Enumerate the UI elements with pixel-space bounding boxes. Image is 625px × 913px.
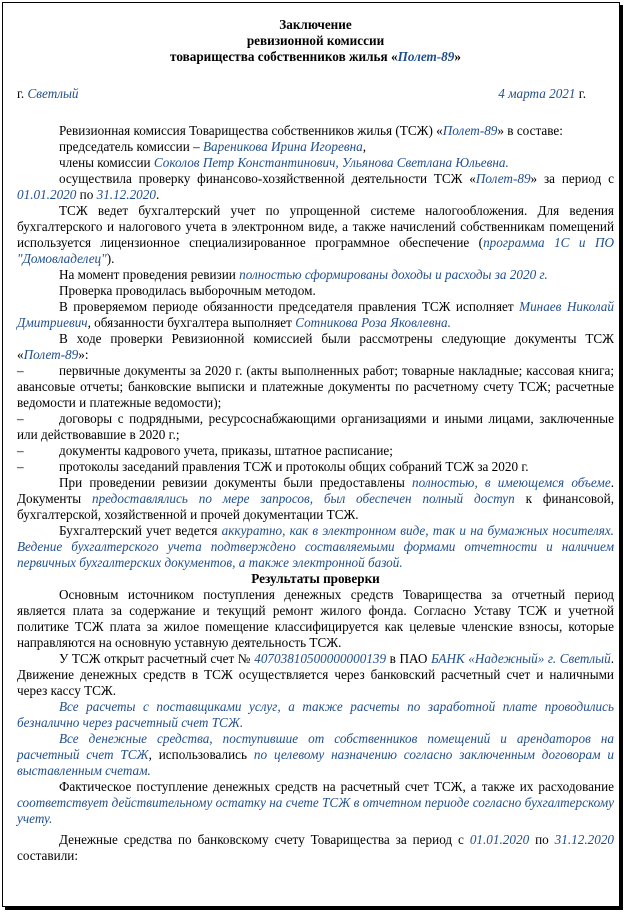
documents-paragraph: В ходе проверки Ревизионной комиссией были рассмотрены следующие документы ТСЖ «Полет-89»:	[17, 331, 614, 362]
bookkeeping-paragraph: Бухгалтерский учет ведется аккуратно, как в электронном виде, так и на бумажных носителях. Ведение бухгалтерского учета подтверждено составляемыми формами отчетности и наличием первичных бухгалтерских документов, а также электронной базой.	[17, 523, 614, 570]
title-line-1: Заключение	[279, 17, 352, 32]
document-date: 4 марта 2021 г.	[498, 86, 586, 101]
document-body	[17, 17, 614, 864]
settlements-paragraph: Все расчеты с поставщиками услуг, а также расчеты по заработной плате проводились безналично через расчетный счет ТСЖ.	[17, 699, 614, 730]
commission-members: члены комиссии Соколов Петр Константинович, Ульянова Светлана Юльевна.	[59, 155, 509, 170]
audit-period: осуществила проверку финансово-хозяйственной деятельности ТСЖ «Полет-89» за период с 01.01.2020 по 31.12.2020.	[17, 171, 614, 202]
method-paragraph: Проверка проводилась выборочным методом.	[59, 283, 316, 298]
list-item: – протоколы заседаний правления ТСЖ и протоколы общих собраний ТСЖ за 2020 г.	[17, 459, 529, 474]
officers-paragraph: В проверяемом периоде обязанности председателя правления ТСЖ исполняет Минаев Николай Дмитриевич, обязанности бухгалтера выполняет Сотникова Роза Яковлевна.	[17, 299, 614, 330]
provision-paragraph: При проведении ревизии документы были предоставлены полностью, в имеющемся объеме. Документы предоставлялись по мере запросов, был обеспечен полный доступ к финансовой, бухгалтерской, хозяйственной и прочей документации ТСЖ.	[17, 475, 614, 522]
totals-paragraph: Денежные средства по банковскому счету Товарищества за период с 01.01.2020 по 31.12.2020 составили:	[17, 832, 614, 863]
balance-paragraph: Фактическое поступление денежных средств на расчетный счет ТСЖ, а также их расходование соответствует действительному остатку на счете ТСЖ в отчетном периоде согласно бухгалтерскому учету.	[17, 779, 614, 826]
title-line-3: товарищества собственников жилья «Полет-89»	[170, 49, 461, 64]
hoa-name: Полет-89	[397, 49, 455, 64]
intro-paragraph: Ревизионная комиссия Товарищества собственников жилья (ТСЖ) «Полет-89» в составе:	[59, 123, 563, 138]
list-item: – первичные документы за 2020 г. (акты выполненных работ; товарные накладные; кассовая книга; авансовые отчеты; банковские выписки и платежные документы по расчетному счету ТСЖ; расчетные ведомости и платежные ведомости);	[17, 363, 614, 410]
commission-chair: председатель комиссии – Вареникова Ирина Игоревна,	[59, 139, 366, 154]
list-item: – договоры с подрядными, ресурсоснабжающими организациями и иными лицами, заключенные или действовавшие в 2020 г.;	[17, 411, 614, 442]
city: г. Светлый	[17, 86, 79, 101]
list-item: – документы кадрового учета, приказы, штатное расписание;	[17, 443, 393, 458]
bank-name: БАНК «Надежный» г. Светлый	[430, 651, 611, 666]
bank-account-paragraph: У ТСЖ открыт расчетный счет № 40703810500000000139 в ПАО БАНК «Надежный» г. Светлый. Движение денежных средств в ТСЖ осуществляется через банковский расчетный счет и наличными через кассу ТСЖ.	[17, 651, 615, 698]
revenue-paragraph: На момент проведения ревизии полностью сформированы доходы и расходы за 2020 г.	[59, 267, 548, 282]
title-line-2: ревизионной комиссии	[246, 33, 385, 48]
results-heading: Результаты проверки	[251, 571, 380, 586]
place-date-row	[17, 86, 614, 102]
income-source-paragraph: Основным источником поступления денежных средств Товарищества за отчетный период является плата за содержание и текущий ремонт жилого фонда. Согласно Уставу ТСЖ и учетной политике ТСЖ плата за жилое помещение классифицируется как целевые членские взносы, которые направляются на основную уставную деятельность ТСЖ.	[17, 587, 614, 650]
funds-usage-paragraph: Все денежные средства, поступившие от собственников помещений и арендаторов на расчетный счет ТСЖ, использовались по целевому назначению согласно заключенным договорам и выставленным счетам.	[17, 731, 614, 778]
document-page	[2, 2, 620, 907]
account-number: 40703810500000000139	[254, 651, 387, 666]
accounting-paragraph: ТСЖ ведет бухгалтерский учет по упрощенной системе налогообложения. Для ведения бухгалтерского и налогового учета в электронном виде, а также начислений собственникам помещений используется лицензионное специализированное программное обеспечение (программа 1С и ПО "Домовладелец").	[17, 203, 614, 266]
